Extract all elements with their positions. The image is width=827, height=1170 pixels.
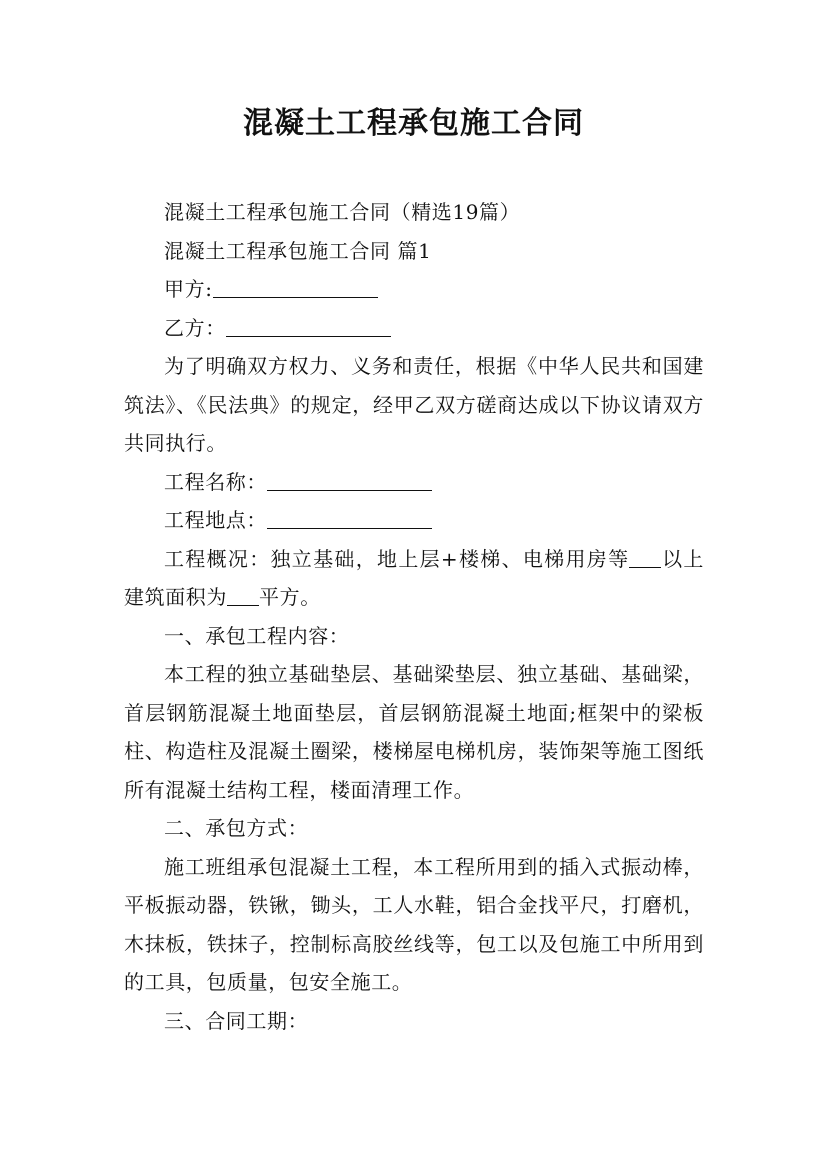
project-location-blank xyxy=(267,506,432,529)
project-location-label: 工程地点： xyxy=(164,508,267,532)
intro-paragraph: 为了明确双方权力、义务和责任，根据《中华人民共和国建筑法》、《民法典》的规定，经甲乙双方磋商达成以下协议请双方共同执行。 xyxy=(124,354,704,455)
overview-text-1: 工程概况：独立基础，地上层+楼梯、电梯用房等 xyxy=(164,546,630,571)
content-contract-method: 施工班组承包混凝土工程，本工程所用到的插入式振动棒，平板振动器，铁锹，锄头，工人水鞋，铝合金找平尺，打磨机，木抹板，铁抹子，控制标高胶丝线等，包工以及包施工中所用到的工具，包质量，包安全施工。 xyxy=(124,854,704,994)
document-subtitle: 混凝土工程承包施工合同（精选19篇） xyxy=(164,200,521,224)
project-name-blank xyxy=(267,468,432,491)
project-overview xyxy=(124,540,704,617)
party-b-line xyxy=(124,309,704,348)
overview-text-2: 以上建筑面积为 xyxy=(124,546,704,609)
party-a-label: 甲方: xyxy=(164,277,213,301)
party-b-label: 乙方： xyxy=(164,315,226,340)
heading-contract-scope: 一、承包工程内容： xyxy=(164,623,350,648)
overview-blank-1 xyxy=(629,545,661,568)
overview-blank-2 xyxy=(227,583,259,606)
project-name-line xyxy=(124,463,704,502)
heading-contract-method: 二、承包方式： xyxy=(164,816,309,840)
document-body xyxy=(124,193,704,1040)
heading-contract-period: 三、合同工期： xyxy=(164,1008,309,1033)
project-location-line xyxy=(124,501,704,540)
document-title: 混凝土工程承包施工合同 xyxy=(243,106,584,141)
overview-text-3: 平方。 xyxy=(259,585,321,609)
section-heading: 混凝土工程承包施工合同 篇1 xyxy=(164,238,432,263)
party-a-line xyxy=(124,270,704,309)
content-contract-scope: 本工程的独立基础垫层、基础梁垫层、独立基础、基础梁，首层钢筋混凝土地面垫层，首层钢筋混凝土地面;框架中的梁板柱、构造柱及混凝土圈梁，楼梯屋电梯机房，装饰架等施工图纸所有混凝土结构工程，楼面清理工作。 xyxy=(124,662,704,802)
project-name-label: 工程名称： xyxy=(164,469,267,494)
party-b-blank xyxy=(226,314,391,337)
party-a-blank xyxy=(213,275,378,298)
